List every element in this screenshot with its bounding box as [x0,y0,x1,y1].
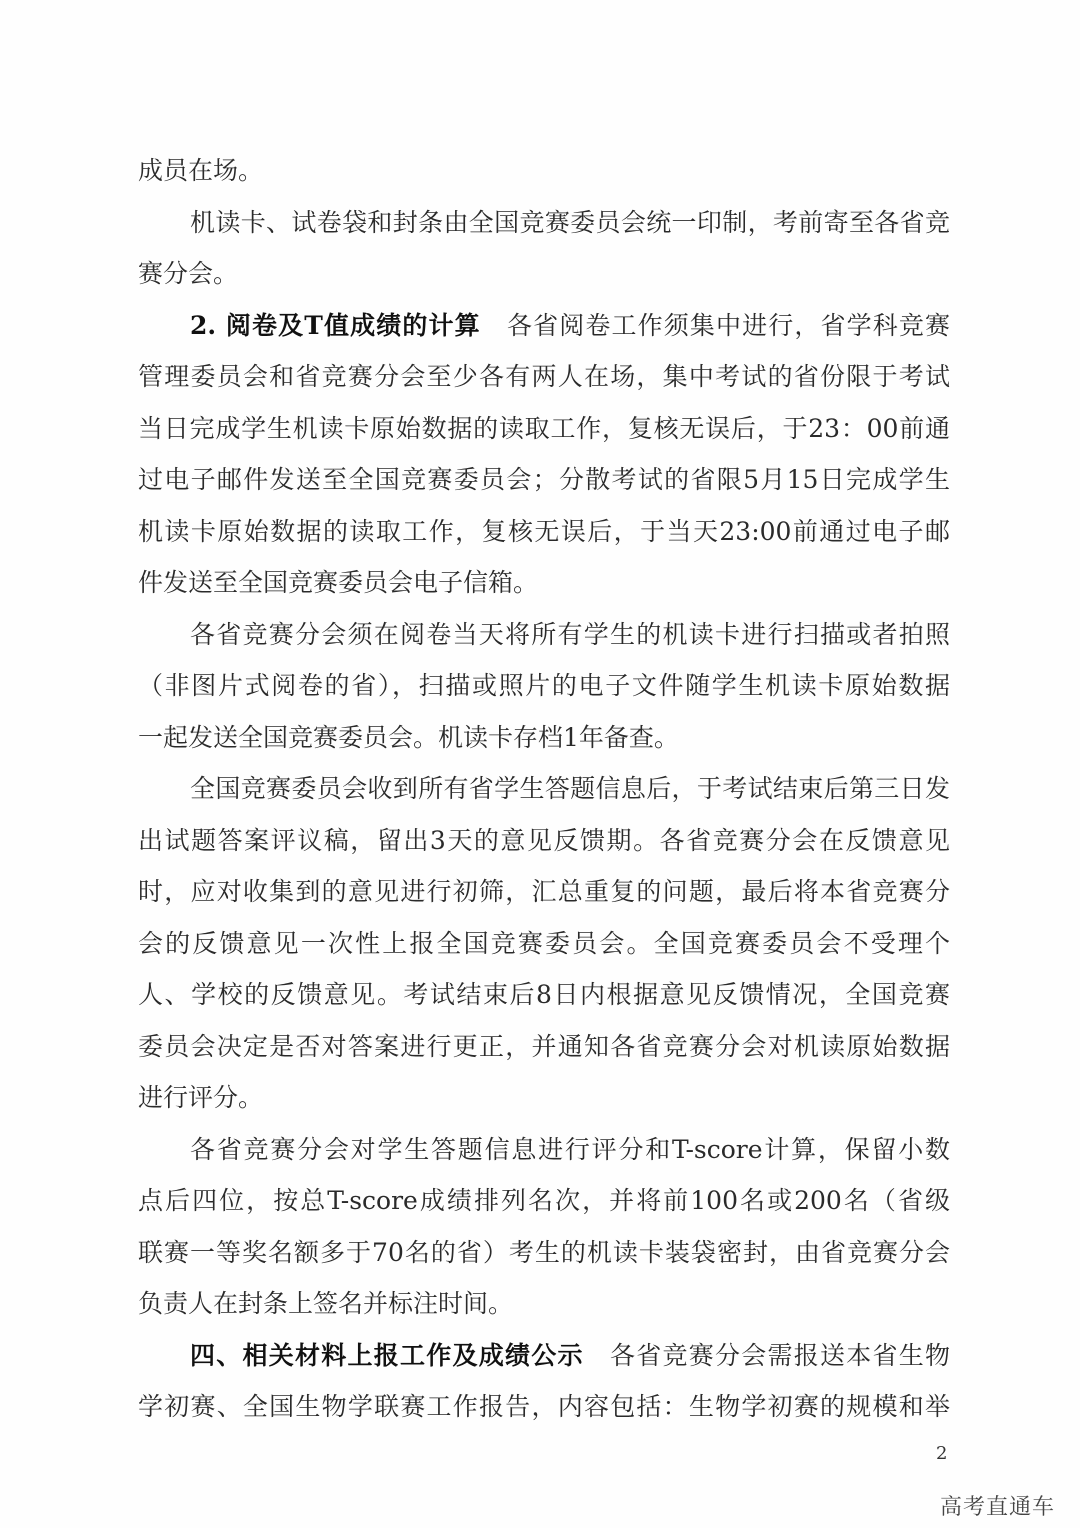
text-line [138,1032,950,1062]
text-line [138,1186,950,1216]
text-line [190,1341,950,1371]
watermark: 高考直通车 [940,1495,1056,1520]
text-line [138,671,950,701]
line-text: 人、学校的反馈意见。考试结束后8日内根据意见反馈情况，全国竞赛 [138,980,950,1009]
text-line [190,774,950,804]
text-line [190,311,950,341]
text-line [138,929,950,959]
text-line [138,723,679,753]
line-text: （非图片式阅卷的省），扫描或照片的电子文件随学生机读卡原始数据 [138,671,950,700]
text-line [138,1392,950,1422]
line-text: 机读卡、试卷袋和封条由全国竞赛委员会统一印制，考前寄至各省竞 [190,207,950,237]
line-text: 各省竞赛分会对学生答题信息进行评分和T-score计算，保留小数 [190,1134,950,1164]
line-text: 件发送至全国竞赛委员会电子信箱。 [138,568,539,597]
line-text: 各省阅卷工作须集中进行，省学科竞赛 [480,310,950,340]
text-line [138,568,538,598]
text-line [138,1289,513,1319]
line-text: 当日完成学生机读卡原始数据的读取工作，复核无误后，于23：00前通 [138,413,950,443]
line-text: 赛分会。 [138,259,239,288]
text-line [138,1238,950,1268]
line-text: 机读卡原始数据的读取工作，复核无误后，于当天23:00前通过电子邮 [138,516,950,546]
text-line [138,465,950,495]
line-text: 负责人在封条上签名并标注时间。 [138,1289,514,1318]
line-text: 各省竞赛分会需报送本省生物 [583,1340,950,1370]
text-line [138,414,950,444]
text-line [138,1083,263,1113]
text-line [190,620,950,650]
text-line [138,259,238,289]
text-line [138,826,950,856]
line-text: 学初赛、全国生物学联赛工作报告，内容包括：生物学初赛的规模和举 [138,1392,950,1421]
line-text: 各省竞赛分会须在阅卷当天将所有学生的机读卡进行扫描或者拍照 [190,619,950,649]
line-text: 过电子邮件发送至全国竞赛委员会；分散考试的省限5月15日完成学生 [138,465,950,494]
text-line [138,362,950,392]
section-heading: 2. 阅卷及T值成绩的计算 [190,310,481,340]
line-text: 点后四位，按总T-score成绩排列名次，并将前100名或200名（省级 [138,1186,950,1215]
line-text: 联赛一等奖名额多于70名的省）考生的机读卡装袋密封，由省竞赛分会 [138,1237,950,1267]
line-text: 一起发送全国竞赛委员会。机读卡存档1年备查。 [138,722,679,752]
line-text: 成员在场。 [138,156,264,185]
line-text: 会的反馈意见一次性上报全国竞赛委员会。全国竞赛委员会不受理个 [138,928,950,958]
line-text: 管理委员会和省竞赛分会至少各有两人在场，集中考试的省份限于考试 [138,362,950,391]
text-line [190,208,950,238]
text-line [138,877,950,907]
text-line [138,980,950,1010]
line-text: 进行评分。 [138,1083,264,1112]
text-line [138,517,950,547]
line-text: 时，应对收集到的意见进行初筛，汇总重复的问题，最后将本省竞赛分 [138,877,950,906]
page-number: 2 [936,1443,948,1464]
line-text: 出试题答案评议稿，留出3天的意见反馈期。各省竞赛分会在反馈意见 [138,825,950,855]
text-line [190,1135,950,1165]
line-text: 委员会决定是否对答案进行更正，并通知各省竞赛分会对机读原始数据 [138,1031,950,1061]
line-text: 全国竞赛委员会收到所有省学生答题信息后，于考试结束后第三日发 [190,774,950,803]
text-line [138,156,263,186]
section-heading: 四、相关材料上报工作及成绩公示 [190,1340,584,1370]
